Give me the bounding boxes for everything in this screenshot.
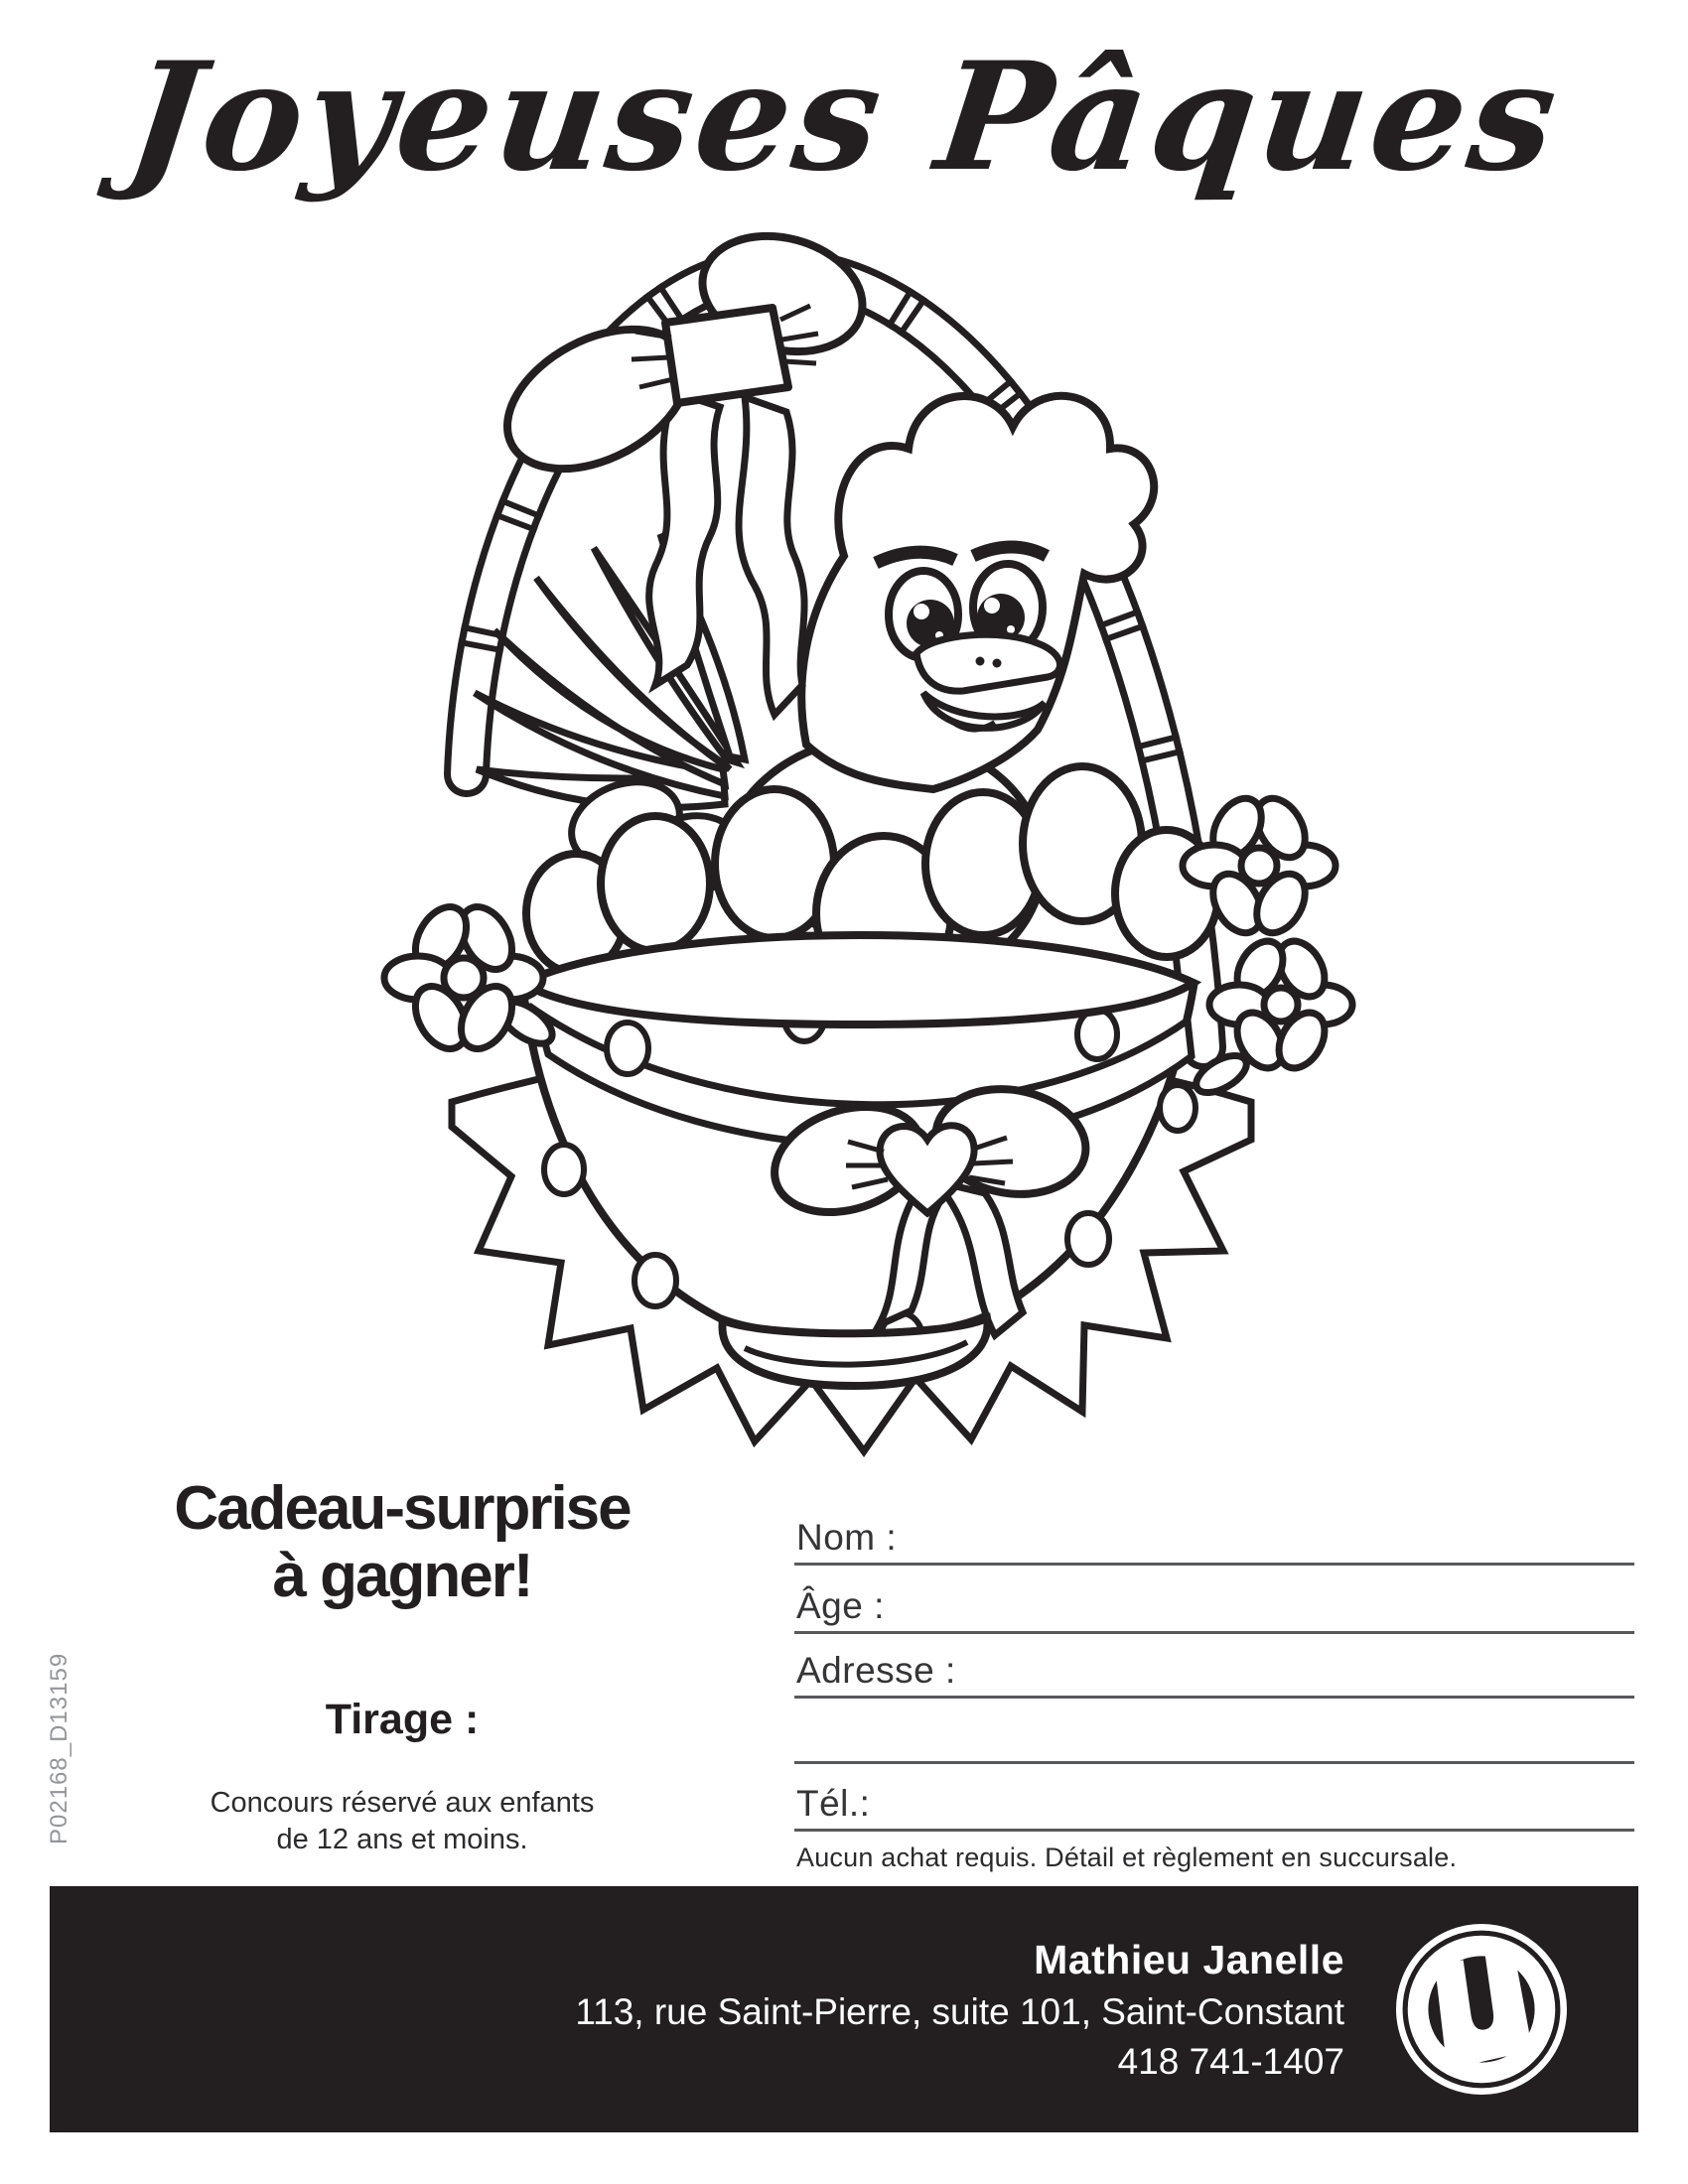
name-field-line [794, 1517, 1634, 1566]
phone-field-label: Tél.: [796, 1783, 871, 1824]
prize-headline-line1: Cadeau-surprise [174, 1474, 631, 1543]
footer-bar [50, 1886, 1638, 2132]
production-code: P02168_D13159 [46, 1652, 72, 1844]
pharmacist-name: Mathieu Janelle [1034, 1936, 1344, 1982]
prize-headline [119, 1475, 685, 1610]
draw-label: Tirage : [325, 1696, 480, 1743]
eligibility-line2: de 12 ans et moins. [276, 1824, 528, 1855]
basket-rim-icon [522, 935, 1194, 1024]
store-address: 113, rue Saint-Pierre, suite 101, Saint-Constant [575, 1990, 1344, 2032]
address-field-line [794, 1650, 1634, 1699]
easter-basket-chick-illustration [328, 228, 1360, 1459]
address-field-label: Adresse : [796, 1650, 956, 1691]
address-field-line-2 [794, 1718, 1634, 1764]
eligibility-note [119, 1785, 685, 1858]
name-field-label: Nom : [796, 1517, 898, 1558]
page-title: Joyeuses Pâques [118, 30, 1570, 205]
eligibility-line1: Concours réservé aux enfants [210, 1787, 595, 1819]
age-field-label: Âge : [796, 1585, 885, 1626]
age-field-line [794, 1585, 1634, 1634]
uniprix-u-icon [1388, 1916, 1575, 2103]
contest-disclaimer: Aucun achat requis. Détail et règlement en succursale. [796, 1843, 1458, 1872]
phone-field-line [794, 1783, 1634, 1832]
footer-contact-block [575, 1937, 1344, 2083]
prize-headline-line2: à gagner! [272, 1542, 532, 1610]
store-phone: 418 741-1407 [1117, 2040, 1344, 2082]
